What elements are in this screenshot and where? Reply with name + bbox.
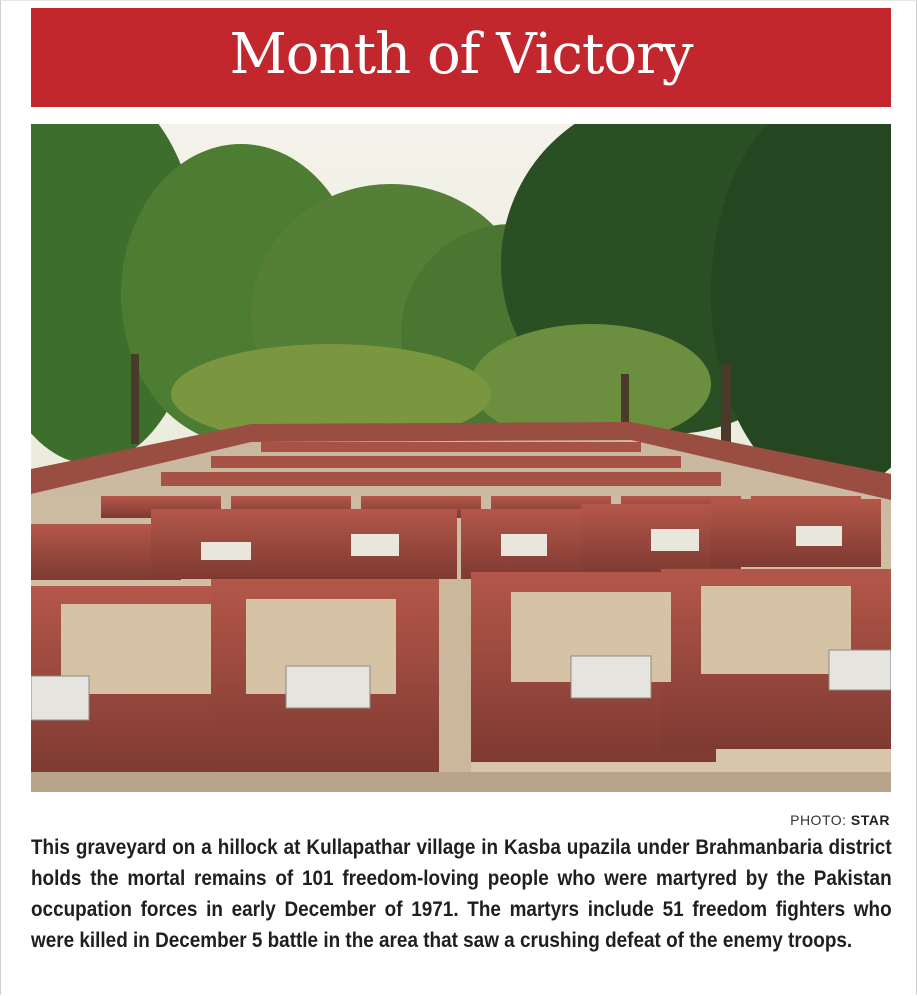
credit-label: PHOTO: [790, 812, 847, 828]
section-banner [31, 8, 891, 107]
credit-source: STAR [850, 812, 890, 828]
photo-caption: This graveyard on a hillock at Kullapathar village in Kasba upazila under Brahmanbaria district holds the mortal remains of 101 freedom-loving people who were martyred by the Pakistan occupation forces in early December of 1971. The martyrs include 51 freedom fighters who were killed in December 5 battle in the area that saw a crushing defeat of the enemy troops. [31, 835, 892, 952]
photo-credit [790, 812, 890, 828]
banner-title: Month of Victory [229, 21, 693, 87]
photo-illustration [31, 124, 891, 792]
graveyard-photo [31, 124, 891, 792]
